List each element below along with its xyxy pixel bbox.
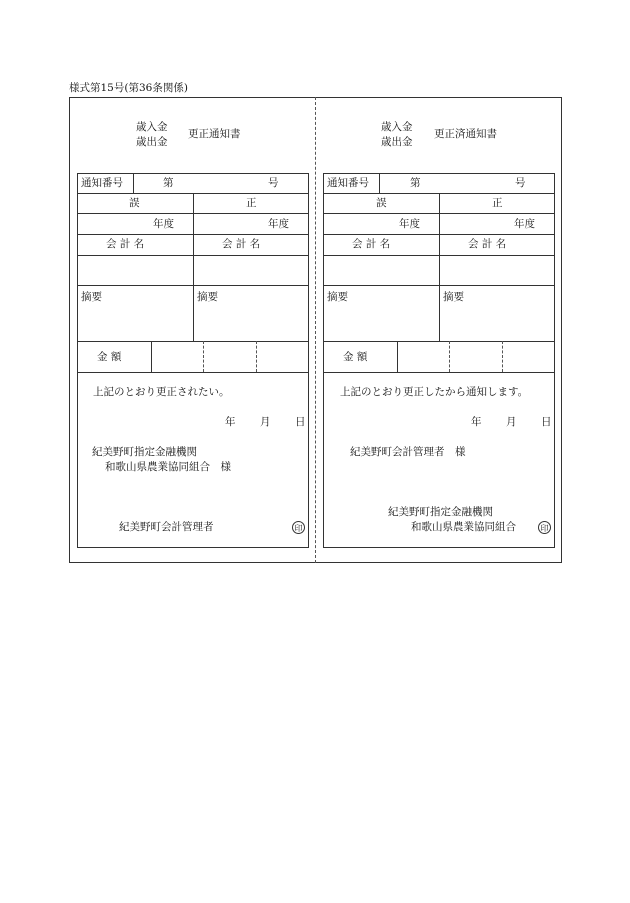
center-cut-line xyxy=(315,97,316,563)
left-addressee-line-1: 紀美野町指定金融機関 xyxy=(92,446,197,458)
left-addressee-line-2: 和歌山県農業協同組合 様 xyxy=(105,461,231,473)
left-correct-year: 年度 xyxy=(268,218,289,230)
right-kind-revenue: 歳入金 xyxy=(381,121,413,133)
right-wrong-header: 誤 xyxy=(376,197,387,209)
right-amount-label: 金 額 xyxy=(343,351,368,363)
left-correct-header: 正 xyxy=(246,197,257,209)
left-seal-icon: 印 xyxy=(292,521,305,534)
left-notice-no-label: 通知番号 xyxy=(81,177,123,189)
left-date-year: 年 xyxy=(225,416,236,428)
left-sender: 紀美野町会計管理者 xyxy=(119,521,214,533)
right-statement: 上記のとおり更正したから通知します。 xyxy=(340,386,529,398)
left-wrong-header: 誤 xyxy=(129,197,140,209)
left-kind-expenditure: 歳出金 xyxy=(136,136,168,148)
right-notice-go: 号 xyxy=(515,177,526,189)
right-sender-line-1: 紀美野町指定金融機関 xyxy=(388,506,493,518)
right-seal-icon: 印 xyxy=(538,521,551,534)
right-date-day: 日 xyxy=(541,416,552,428)
right-correct-summary: 摘要 xyxy=(443,291,464,303)
left-kind-revenue: 歳入金 xyxy=(136,121,168,133)
right-notice-no-label: 通知番号 xyxy=(327,177,369,189)
right-correct-header: 正 xyxy=(492,197,503,209)
right-correct-year: 年度 xyxy=(514,218,535,230)
left-slip-title: 更正通知書 xyxy=(188,128,241,140)
right-addressee: 紀美野町会計管理者 様 xyxy=(350,446,466,458)
left-wrong-account-name: 会 計 名 xyxy=(106,238,145,250)
left-wrong-summary: 摘要 xyxy=(81,291,102,303)
left-amount-label: 金 額 xyxy=(97,351,122,363)
left-statement: 上記のとおり更正されたい。 xyxy=(93,386,230,398)
left-correct-summary: 摘要 xyxy=(197,291,218,303)
right-wrong-summary: 摘要 xyxy=(327,291,348,303)
left-notice-go: 号 xyxy=(268,177,279,189)
left-wrong-year: 年度 xyxy=(153,218,174,230)
left-correct-account-name: 会 計 名 xyxy=(222,238,261,250)
right-notice-dai: 第 xyxy=(410,177,421,189)
left-date-day: 日 xyxy=(295,416,306,428)
form-number-title: 様式第15号(第36条関係) xyxy=(69,82,188,94)
right-sender-line-2: 和歌山県農業協同組合 xyxy=(411,521,516,533)
right-wrong-account-name: 会 計 名 xyxy=(352,238,391,250)
right-wrong-year: 年度 xyxy=(399,218,420,230)
left-date-month: 月 xyxy=(260,416,271,428)
right-date-year: 年 xyxy=(471,416,482,428)
right-date-month: 月 xyxy=(506,416,517,428)
right-kind-expenditure: 歳出金 xyxy=(381,136,413,148)
right-correct-account-name: 会 計 名 xyxy=(468,238,507,250)
left-notice-dai: 第 xyxy=(163,177,174,189)
right-slip-title: 更正済通知書 xyxy=(434,128,497,140)
